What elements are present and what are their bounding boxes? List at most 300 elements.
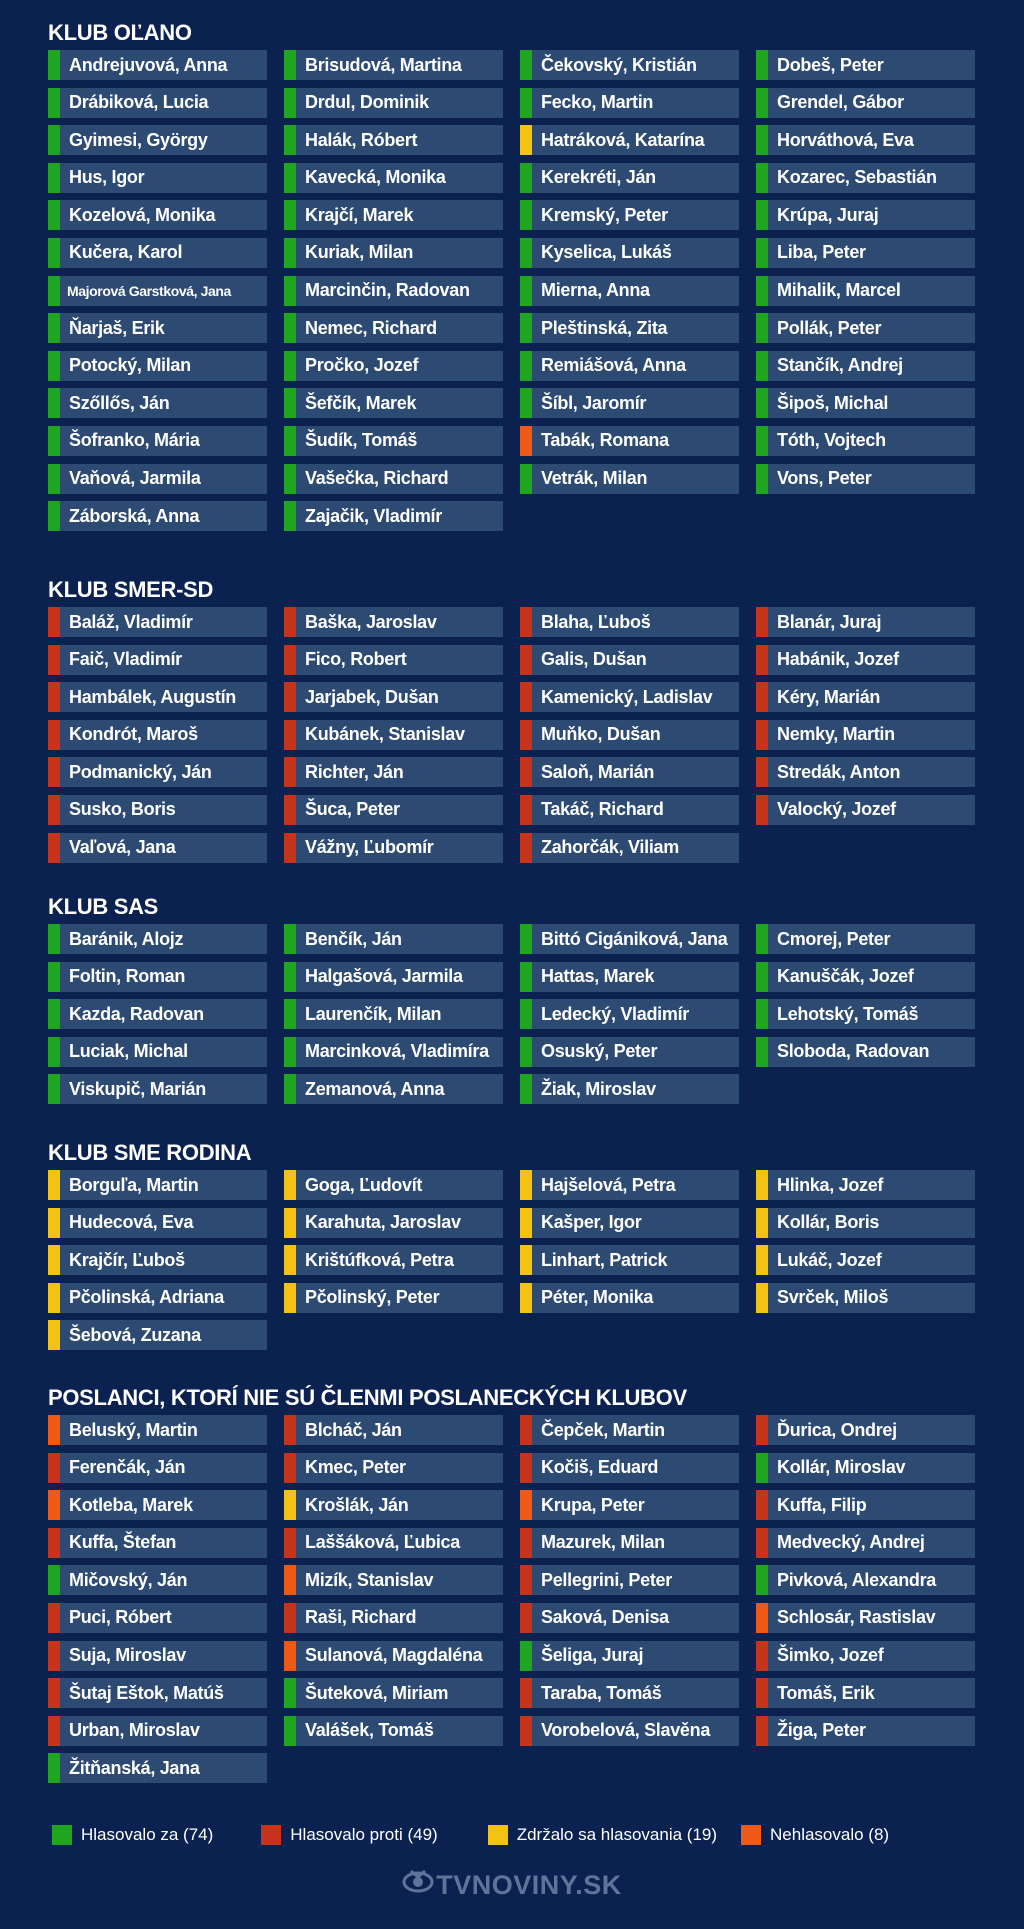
vote-indicator-za (284, 1037, 296, 1067)
member-row (520, 1603, 739, 1633)
vote-indicator-zdrzal (48, 1283, 60, 1313)
vote-indicator-za (284, 125, 296, 155)
member-name: Halák, Róbert (305, 129, 418, 150)
member-name: Pollák, Peter (777, 317, 882, 338)
member-row (284, 426, 503, 456)
member-row (48, 1074, 267, 1104)
member-name: Laššáková, Ľubica (305, 1532, 460, 1553)
member-name: Kyselica, Lukáš (541, 242, 672, 263)
vote-indicator-za (756, 1037, 768, 1067)
member-row (756, 464, 975, 494)
member-row (48, 88, 267, 118)
vote-indicator-nehlasoval (284, 1641, 296, 1671)
member-name: Pčolinská, Adriana (69, 1287, 224, 1308)
legend-item-proti (261, 1825, 437, 1845)
member-name: Mierna, Anna (541, 280, 650, 301)
member-name: Podmanický, Ján (69, 761, 212, 782)
member-name: Drábiková, Lucia (69, 92, 209, 113)
member-name: Kanuščák, Jozef (777, 966, 914, 987)
member-grid (48, 1415, 978, 1783)
vote-indicator-proti (284, 1603, 296, 1633)
member-row (520, 682, 739, 712)
member-row (284, 757, 503, 787)
legend-label: Hlasovalo za (74) (81, 1825, 214, 1844)
vote-indicator-za (520, 276, 532, 306)
member-row (284, 125, 503, 155)
vote-indicator-za (48, 238, 60, 268)
member-name: Benčík, Ján (305, 928, 402, 949)
member-name: Susko, Boris (69, 799, 176, 820)
vote-indicator-za (48, 125, 60, 155)
member-name: Bittó Cigániková, Jana (541, 928, 728, 949)
vote-indicator-za (284, 50, 296, 80)
member-name: Osuský, Peter (541, 1041, 658, 1062)
member-row (520, 464, 739, 494)
member-name: Stredák, Anton (777, 761, 901, 782)
section-title: POSLANCI, KTORÍ NIE SÚ ČLENMI POSLANECKÝCH KLUBOV (48, 1385, 687, 1410)
member-row (756, 388, 975, 418)
member-row (284, 720, 503, 750)
section-title: KLUB SME RODINA (48, 1140, 252, 1165)
vote-indicator-proti (520, 795, 532, 825)
vote-indicator-proti (520, 645, 532, 675)
vote-indicator-za (284, 351, 296, 381)
member-name: Kočiš, Eduard (541, 1457, 659, 1478)
member-row (520, 313, 739, 343)
member-name: Záborská, Anna (69, 505, 200, 526)
member-row (756, 426, 975, 456)
section-title: KLUB SMER-SD (48, 577, 214, 602)
member-row (520, 1208, 739, 1238)
member-row (284, 645, 503, 675)
vote-indicator-za (284, 88, 296, 118)
member-name: Šipoš, Michal (777, 392, 889, 413)
member-name: Hattas, Marek (541, 966, 655, 987)
vote-indicator-proti (284, 1528, 296, 1558)
vote-indicator-proti (284, 682, 296, 712)
member-row (756, 795, 975, 825)
member-row (756, 1170, 975, 1200)
legend-item-za (52, 1825, 213, 1845)
member-row (520, 238, 739, 268)
member-row (520, 1716, 739, 1746)
member-name: Krajčí, Marek (305, 204, 414, 225)
vote-indicator-proti (48, 757, 60, 787)
vote-indicator-za (284, 426, 296, 456)
member-row (520, 645, 739, 675)
member-name: Krajčír, Ľuboš (69, 1249, 185, 1270)
member-name: Brisudová, Martina (305, 54, 462, 75)
member-name: Pročko, Jozef (305, 355, 419, 376)
member-row (48, 200, 267, 230)
vote-indicator-za (756, 50, 768, 80)
member-row (48, 795, 267, 825)
member-name: Tabák, Romana (541, 430, 669, 451)
logo-text: TVNOVINY.SK (436, 1869, 622, 1900)
vote-indicator-za (520, 464, 532, 494)
member-name: Richter, Ján (305, 761, 404, 782)
member-name: Liba, Peter (777, 242, 866, 263)
member-row (756, 645, 975, 675)
member-row (756, 1245, 975, 1275)
member-row (48, 276, 267, 306)
vote-indicator-za (48, 1037, 60, 1067)
vote-indicator-proti (756, 607, 768, 637)
vote-indicator-za (284, 313, 296, 343)
member-name: Krúpa, Juraj (777, 204, 879, 225)
vote-indicator-proti (520, 1528, 532, 1558)
vote-indicator-zdrzal (520, 1245, 532, 1275)
member-name: Kondrót, Maroš (69, 724, 198, 745)
member-row (284, 238, 503, 268)
vote-indicator-proti (756, 1678, 768, 1708)
member-name: Faič, Vladimír (69, 649, 182, 670)
member-row (520, 720, 739, 750)
member-name: Šimko, Jozef (777, 1645, 884, 1666)
member-name: Horváthová, Eva (777, 129, 914, 150)
vote-indicator-za (48, 1074, 60, 1104)
member-row (48, 1678, 267, 1708)
member-row (284, 607, 503, 637)
member-name: Mičovský, Ján (69, 1569, 188, 1590)
legend-item-nehlasoval (741, 1825, 889, 1845)
member-name: Raši, Richard (305, 1607, 417, 1628)
member-name: Kmec, Peter (305, 1457, 406, 1478)
member-name: Vážny, Ľubomír (305, 837, 434, 858)
member-row (284, 276, 503, 306)
member-name: Nemec, Richard (305, 317, 437, 338)
vote-indicator-za (520, 924, 532, 954)
member-row (48, 501, 267, 531)
member-name: Gyimesi, György (69, 129, 208, 150)
vote-indicator-za (48, 200, 60, 230)
member-row (756, 1678, 975, 1708)
vote-indicator-za (756, 163, 768, 193)
member-row (520, 276, 739, 306)
member-row (756, 999, 975, 1029)
member-name: Szőllős, Ján (69, 392, 170, 413)
member-row (520, 1565, 739, 1595)
member-grid (48, 607, 978, 863)
vote-indicator-za (756, 88, 768, 118)
member-name: Mazurek, Milan (541, 1532, 665, 1553)
member-row (48, 1716, 267, 1746)
section-0 (48, 18, 978, 531)
vote-indicator-za (520, 88, 532, 118)
member-row (284, 1641, 503, 1671)
member-row (520, 1490, 739, 1520)
member-name: Kéry, Marián (777, 686, 881, 707)
vote-indicator-za (284, 276, 296, 306)
vote-indicator-za (520, 999, 532, 1029)
member-row (756, 50, 975, 80)
vote-indicator-za (520, 238, 532, 268)
vote-indicator-zdrzal (284, 1490, 296, 1520)
legend-swatch (261, 1825, 281, 1845)
vote-indicator-zdrzal (284, 1170, 296, 1200)
member-name: Kuriak, Milan (305, 242, 414, 263)
member-name: Nemky, Martin (777, 724, 895, 745)
member-name: Taraba, Tomáš (541, 1682, 662, 1703)
vote-indicator-za (48, 464, 60, 494)
vote-indicator-za (284, 1716, 296, 1746)
member-name: Kučera, Karol (69, 242, 183, 263)
member-name: Remiášová, Anna (541, 355, 686, 376)
member-name: Sulanová, Magdaléna (305, 1645, 483, 1666)
member-row (756, 1528, 975, 1558)
vote-indicator-proti (284, 795, 296, 825)
member-name: Habánik, Jozef (777, 649, 899, 670)
vote-indicator-za (756, 125, 768, 155)
member-name: Vašečka, Richard (305, 468, 449, 489)
member-name: Kamenický, Ladislav (541, 686, 713, 707)
vote-indicator-za (48, 924, 60, 954)
member-row (48, 50, 267, 80)
member-row (520, 200, 739, 230)
member-row (520, 924, 739, 954)
member-row (756, 1490, 975, 1520)
section-3 (48, 1138, 978, 1350)
vote-indicator-proti (48, 1528, 60, 1558)
vote-indicator-proti (48, 1641, 60, 1671)
member-name: Kotleba, Marek (69, 1494, 193, 1515)
member-name: Urban, Miroslav (69, 1720, 200, 1741)
vote-indicator-zdrzal (756, 1245, 768, 1275)
member-row (520, 1074, 739, 1104)
brand-logo (0, 1868, 1024, 1902)
member-name: Beluský, Martin (69, 1419, 198, 1440)
member-row (520, 1453, 739, 1483)
member-name: Kazda, Radovan (69, 1003, 204, 1024)
member-name: Schlosár, Rastislav (777, 1607, 936, 1628)
member-row (756, 238, 975, 268)
vote-indicator-proti (48, 1716, 60, 1746)
vote-indicator-proti (756, 757, 768, 787)
vote-indicator-za (284, 924, 296, 954)
member-name: Grendel, Gábor (777, 92, 904, 113)
vote-indicator-proti (520, 720, 532, 750)
vote-indicator-za (284, 163, 296, 193)
section-1 (48, 575, 978, 863)
member-name: Čekovský, Kristián (541, 54, 697, 75)
vote-indicator-proti (756, 645, 768, 675)
vote-indicator-proti (756, 1415, 768, 1445)
vote-indicator-proti (520, 1565, 532, 1595)
vote-indicator-zdrzal (48, 1245, 60, 1275)
vote-indicator-za (756, 962, 768, 992)
vote-indicator-za (756, 426, 768, 456)
member-row (48, 924, 267, 954)
member-name: Šíbl, Jaromír (541, 392, 647, 413)
vote-indicator-za (284, 1678, 296, 1708)
vote-indicator-proti (520, 757, 532, 787)
member-row (48, 351, 267, 381)
member-row (48, 1603, 267, 1633)
vote-indicator-zdrzal (756, 1170, 768, 1200)
vote-indicator-za (284, 388, 296, 418)
member-name: Tóth, Vojtech (777, 430, 886, 451)
member-row (756, 1037, 975, 1067)
member-row (284, 1603, 503, 1633)
member-name: Kašper, Igor (541, 1212, 642, 1233)
member-name: Sloboda, Radovan (777, 1041, 930, 1062)
member-name: Kuffa, Štefan (69, 1532, 177, 1553)
vote-indicator-za (48, 1753, 60, 1783)
vote-indicator-zdrzal (48, 1170, 60, 1200)
legend-swatch (52, 1825, 72, 1845)
member-row (48, 645, 267, 675)
vote-indicator-za (48, 1565, 60, 1595)
member-name: Viskupič, Marián (69, 1078, 206, 1099)
member-row (756, 924, 975, 954)
member-name: Ferenčák, Ján (69, 1457, 186, 1478)
member-row (520, 125, 739, 155)
member-row (756, 757, 975, 787)
member-name: Kuffa, Filip (777, 1494, 867, 1515)
member-row (48, 1283, 267, 1313)
member-row (520, 1528, 739, 1558)
vote-indicator-nehlasoval (284, 1565, 296, 1595)
member-row (520, 1283, 739, 1313)
member-row (756, 1641, 975, 1671)
legend-swatch (741, 1825, 761, 1845)
member-row (48, 238, 267, 268)
member-row (48, 1245, 267, 1275)
section-title: KLUB SAS (48, 894, 159, 919)
member-name: Kerekréti, Ján (541, 167, 656, 188)
member-row (756, 351, 975, 381)
member-name: Halgašová, Jarmila (305, 966, 463, 987)
member-row (756, 1453, 975, 1483)
vote-indicator-proti (520, 1603, 532, 1633)
vote-indicator-zdrzal (756, 1283, 768, 1313)
member-row (756, 125, 975, 155)
vote-indicator-za (520, 200, 532, 230)
member-row (520, 351, 739, 381)
vote-indicator-za (520, 962, 532, 992)
member-row (520, 607, 739, 637)
member-row (284, 351, 503, 381)
vote-indicator-zdrzal (520, 125, 532, 155)
member-name: Kozarec, Sebastián (777, 167, 937, 188)
vote-indicator-za (756, 351, 768, 381)
vote-indicator-proti (756, 682, 768, 712)
vote-indicator-za (284, 999, 296, 1029)
member-row (284, 1678, 503, 1708)
vote-indicator-za (48, 50, 60, 80)
member-row (284, 924, 503, 954)
vote-indicator-za (520, 1641, 532, 1671)
vote-indicator-proti (284, 1415, 296, 1445)
member-row (48, 720, 267, 750)
member-name: Ňarjaš, Erik (69, 317, 165, 338)
member-name: Vons, Peter (777, 468, 872, 489)
member-name: Hambálek, Augustín (69, 686, 236, 707)
vote-indicator-za (756, 200, 768, 230)
member-row (48, 1320, 267, 1350)
member-row (284, 1208, 503, 1238)
member-row (48, 125, 267, 155)
member-name: Ledecký, Vladimír (541, 1003, 689, 1024)
member-name: Krištúfková, Petra (305, 1249, 454, 1270)
member-row (520, 999, 739, 1029)
member-name: Saková, Denisa (541, 1607, 669, 1628)
vote-legend (52, 1822, 992, 1848)
vote-indicator-proti (48, 682, 60, 712)
member-row (284, 999, 503, 1029)
vote-indicator-proti (284, 720, 296, 750)
vote-indicator-za (284, 1074, 296, 1104)
vote-indicator-za (520, 313, 532, 343)
member-name: Mizík, Stanislav (305, 1569, 434, 1590)
member-row (284, 682, 503, 712)
member-row (520, 1170, 739, 1200)
member-name: Blanár, Juraj (777, 611, 882, 632)
legend-label: Hlasovalo proti (49) (290, 1825, 438, 1844)
member-name: Pivková, Alexandra (777, 1569, 937, 1590)
vote-indicator-za (48, 999, 60, 1029)
member-row (520, 1678, 739, 1708)
vote-indicator-za (48, 962, 60, 992)
member-name: Kollár, Boris (777, 1212, 880, 1233)
vote-indicator-nehlasoval (520, 426, 532, 456)
vote-indicator-za (756, 924, 768, 954)
member-name: Zemanová, Anna (305, 1078, 445, 1099)
member-name: Karahuta, Jaroslav (305, 1212, 461, 1233)
member-name: Luciak, Michal (69, 1041, 188, 1062)
vote-indicator-proti (756, 1716, 768, 1746)
member-row (756, 1565, 975, 1595)
vote-indicator-proti (520, 1453, 532, 1483)
member-name: Pčolinský, Peter (305, 1287, 440, 1308)
vote-indicator-zdrzal (284, 1208, 296, 1238)
member-row (284, 1283, 503, 1313)
member-name: Kavecká, Monika (305, 167, 446, 188)
vote-indicator-zdrzal (756, 1208, 768, 1238)
member-name: Žiga, Peter (777, 1720, 866, 1741)
member-row (520, 795, 739, 825)
vote-indicator-za (520, 163, 532, 193)
member-row (48, 1528, 267, 1558)
member-row (756, 163, 975, 193)
member-name: Majorová Garstková, Jana (67, 282, 231, 299)
member-name: Takáč, Richard (541, 799, 664, 820)
vote-indicator-proti (520, 607, 532, 637)
vote-indicator-za (48, 351, 60, 381)
member-name: Hlinka, Jozef (777, 1174, 884, 1195)
vote-indicator-zdrzal (284, 1245, 296, 1275)
member-row (284, 1415, 503, 1445)
section-2 (48, 892, 978, 1104)
member-row (284, 313, 503, 343)
member-name: Hus, Igor (69, 167, 145, 188)
member-name: Šofranko, Mária (69, 430, 200, 451)
vote-indicator-proti (756, 720, 768, 750)
member-row (48, 313, 267, 343)
member-name: Baránik, Alojz (69, 928, 184, 949)
member-row (284, 1528, 503, 1558)
member-row (284, 833, 503, 863)
member-row (520, 88, 739, 118)
vote-indicator-za (48, 426, 60, 456)
member-row (520, 1245, 739, 1275)
member-row (756, 1208, 975, 1238)
member-name: Kremský, Peter (541, 204, 668, 225)
member-name: Vaľová, Jana (69, 837, 176, 858)
member-name: Žitňanská, Jana (69, 1757, 200, 1778)
member-name: Cmorej, Peter (777, 928, 891, 949)
vote-indicator-proti (520, 1716, 532, 1746)
